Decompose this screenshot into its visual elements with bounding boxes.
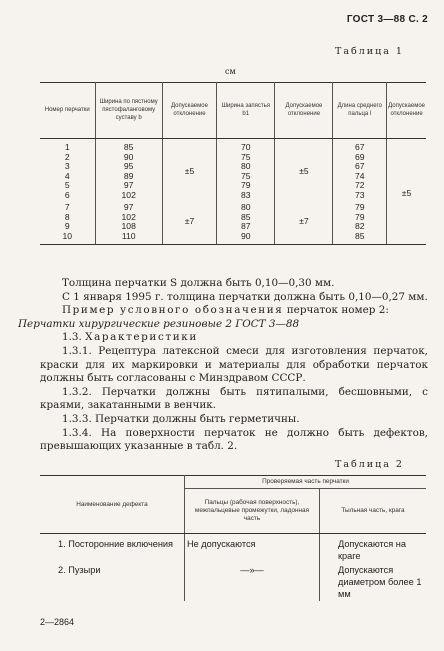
table1-caption: Таблица 1: [335, 46, 404, 57]
table1-header-row: [40, 82, 426, 139]
t1-header-width-b1: Ширина запястья b1: [217, 82, 275, 139]
t2-r1-name: 1. Посторонние включения: [58, 539, 174, 549]
t1-header-tol-b: Допускаемое отклонение: [162, 82, 216, 139]
t2-header-fingers: Пальцы (рабочая поверхность), межпальцевые промежутки, ладонная часть: [185, 489, 320, 534]
t1-header-tol-b1: Допускаемое отклонение: [275, 82, 333, 139]
table2: [40, 475, 426, 601]
table-row: [40, 139, 426, 201]
section-1-3: [40, 331, 428, 345]
example-designation: Перчатки хирургические резиновые 2 ГОСТ 3—88: [18, 317, 300, 330]
t1-g2-tol-b1: ±7: [275, 200, 333, 245]
section-title: Характеристики: [85, 331, 198, 344]
table1-unit: см: [225, 67, 236, 76]
t1-g2-tol-b: ±7: [162, 200, 216, 245]
t1-tol-l: ±5: [387, 139, 426, 245]
example-rest: перчаток номер 2:: [286, 304, 389, 317]
para-thickness-1995: С 1 января 1995 г. толщина перчатки должна быть 0,10—0,27 мм.: [62, 290, 428, 303]
table-row: [40, 563, 426, 601]
t1-g2-b1: 80 85 87 90: [217, 200, 275, 245]
t1-g1-numbers: 1 2 3 4 5 6: [64, 142, 70, 200]
t1-g1-l: 67 69 67 74 72 73: [333, 139, 387, 201]
t1-header-number: Номер перчатки: [40, 82, 95, 139]
t2-r1-c2: Допускаются на краге: [320, 534, 427, 564]
t1-header-width-b: Ширина по пястному пястофаланговому суставу b: [95, 82, 162, 139]
t2-r2-name: 2. Пузыри: [58, 565, 101, 575]
para-1-3-3: 1.3.3. Перчатки должны быть герметичны.: [62, 412, 300, 425]
section-number: 1.3.: [62, 331, 82, 344]
t2-header-group: Проверяемая часть перчатки: [185, 476, 427, 489]
t1-header-tol-l: Допускаемое отклонение: [387, 82, 426, 139]
para-1-3-2: 1.3.2. Перчатки должны быть пятипалыми, бесшовными, с краями, закатанными в венчик.: [40, 385, 428, 412]
t2-r1-c1: Не допускаются: [185, 534, 320, 564]
para-example: [18, 304, 428, 331]
table2-caption: Таблица 2: [335, 459, 404, 470]
table1: [40, 82, 426, 245]
t2-header-defect: Наименование дефекта: [40, 476, 185, 534]
para-thickness: Толщина перчатки S должна быть 0,10—0,30 мм.: [62, 277, 335, 289]
body-text: [18, 277, 428, 454]
t1-header-length-l: Длина среднего пальца l: [333, 82, 387, 139]
table-row: [40, 534, 426, 564]
t2-r2-c1: —»—: [185, 563, 320, 601]
t1-g2-numbers: 7 8 9 10: [40, 200, 95, 245]
t1-g1-tol-b: ±5: [162, 139, 216, 201]
t2-header-back: Тыльная часть, крага: [320, 489, 427, 534]
page-header: ГОСТ 3—88 С. 2: [346, 14, 428, 25]
page-footer-code: 2—2864: [40, 617, 75, 627]
t1-g1-b: 85 90 95 89 97 102: [95, 139, 162, 201]
t1-g1-tol-b1: ±5: [275, 139, 333, 201]
example-spaced: Пример условного обозначения: [62, 304, 284, 317]
para-1-3-4: 1.3.4. На поверхности перчаток не должно быть дефектов, превышающих указанные в табл. 2.: [40, 426, 428, 453]
t1-g2-l: 79 79 82 85: [333, 200, 387, 245]
table-row: [40, 200, 426, 245]
para-1-3-1: 1.3.1. Рецептура латексной смеси для изготовления перчаток, краски для их маркировки и материалы для обработки перчаток должны быть согласованы с Минздравом СССР.: [40, 344, 428, 385]
t1-g2-b: 97 102 108 110: [95, 200, 162, 245]
t2-r2-c2: Допускаются диаметром более 1 мм: [320, 563, 427, 601]
t1-g1-b1: 70 75 80 75 79 83: [217, 139, 275, 201]
